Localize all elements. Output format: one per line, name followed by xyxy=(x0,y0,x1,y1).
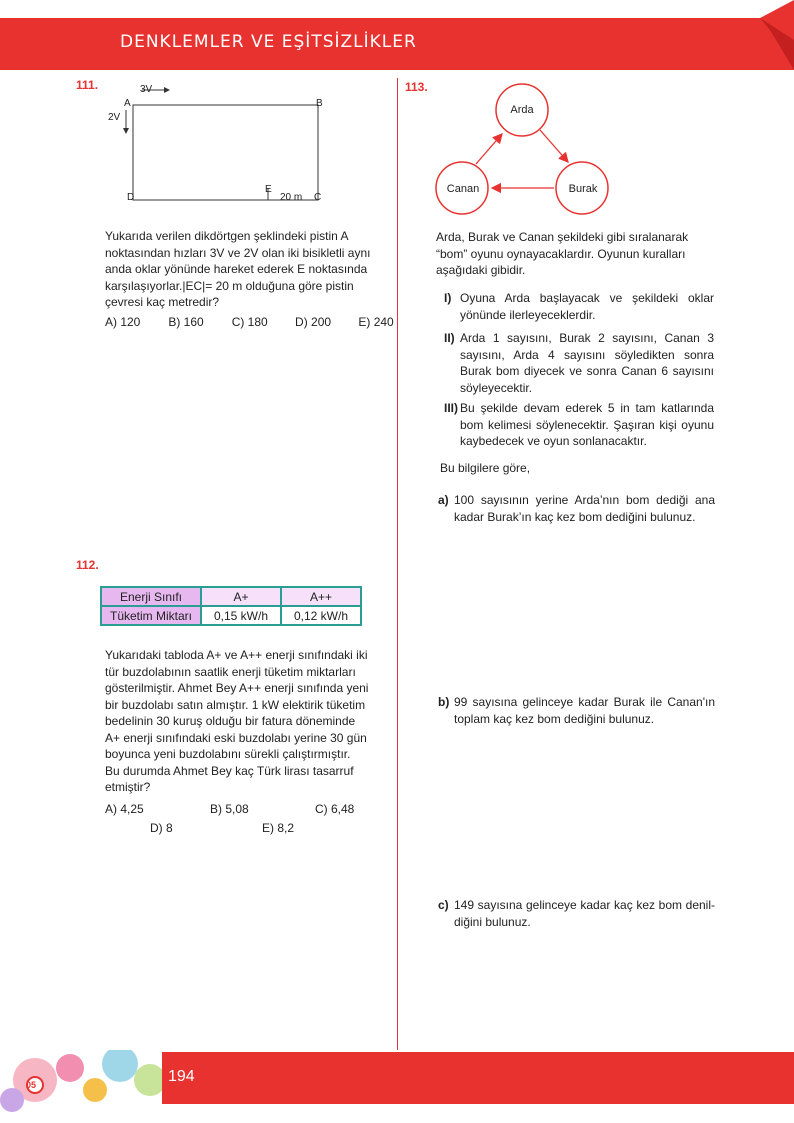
rule-text: Arda 1 sayısını, Burak 2 sayısını, Canan 3 sayısını, Arda 4 sayısını söyledikten sonra Burak bom diyecek ve sonra Canan 6 sayısını söyleyecektir. xyxy=(460,331,714,395)
answer-option[interactable]: E) 8,2 xyxy=(262,821,295,835)
label-b: B xyxy=(316,98,323,109)
part-a xyxy=(438,492,715,525)
part-text: 100 sayısının yerine Arda’nın bom dediği ana kadar Burak’ın kaç kez bom dediğini bulunuz. xyxy=(454,493,715,524)
rule-mark: I) xyxy=(444,291,452,305)
table-header-cell: Tüketim Miktarı xyxy=(101,606,201,625)
rule-mark: II) xyxy=(444,331,455,345)
q112-line: bir buzdolabı satın almıştır. 1 kW elektirik tüketim xyxy=(105,697,366,712)
answer-option[interactable]: A) 120 xyxy=(105,315,141,329)
label-2v: 2V xyxy=(108,112,121,123)
question-111-number: 111. xyxy=(76,78,99,92)
table-cell: 0,15 kW/h xyxy=(201,606,281,625)
question-113-intro xyxy=(436,229,716,279)
part-mark: a) xyxy=(438,493,449,507)
q112-line: etmiştir? xyxy=(105,780,151,794)
part-b xyxy=(438,694,715,727)
track-figure xyxy=(100,82,340,207)
column-divider xyxy=(397,78,398,1050)
answer-option[interactable]: D) 8 xyxy=(150,821,173,835)
chapter-title: DENKLEMLER VE EŞİTSİZLİKLER xyxy=(120,32,417,52)
part-text: 149 sayısına gelinceye kadar kaç kez bom denil-diğini bulunuz. xyxy=(454,898,715,929)
q112-line: gösterilmiştir. Ahmet Bey A++ enerji sınıfında yeni xyxy=(105,681,369,695)
label-c: C xyxy=(314,192,322,203)
table-cell: A+ xyxy=(201,587,281,606)
footer-bar xyxy=(162,1052,794,1104)
q112-line: bedelinin 30 kuruş olduğu bir fatura döneminde xyxy=(105,714,356,728)
answer-option[interactable]: B) 160 xyxy=(168,315,204,329)
part-c xyxy=(438,897,715,930)
rule-2 xyxy=(444,330,714,396)
q113-line: aşağıdaki gibidir. xyxy=(436,263,526,277)
node-burak: Burak xyxy=(568,183,598,195)
rule-mark: III) xyxy=(444,401,458,415)
table-row xyxy=(101,606,361,625)
answer-option[interactable]: D) 200 xyxy=(295,315,332,329)
rule-text: Bu şekilde devam ederek 5 in tam katlarında bom kelimesi söylenecektir. Şaşıran kişi oyunu kaybedecek ve oyun sonlanacaktır. xyxy=(460,401,714,448)
part-text: 99 sayısına gelinceye kadar Burak ile Canan'ın toplam kaç kez bom dediğini bulunuz. xyxy=(454,695,715,726)
rule-3 xyxy=(444,400,714,450)
page-header xyxy=(0,0,794,70)
q112-line: A+ enerji sınıfındaki eski buzdolabı yerine 30 gün xyxy=(105,730,367,745)
chapter-badge: 05 xyxy=(26,1080,37,1090)
label-distance: 20 m xyxy=(280,192,303,203)
label-3v: 3V xyxy=(140,84,153,95)
q112-line: boyunca yeni buzdolabını sürekli çalıştırmıştır. xyxy=(105,747,351,761)
q112-line: Bu durumda Ahmet Bey kaç Türk lirası tasarruf xyxy=(105,763,354,778)
question-112-text xyxy=(105,647,390,796)
table-cell: 0,12 kW/h xyxy=(281,606,361,625)
q111-line: karşılaşıyorlar.|EC|= 20 m olduğuna göre pistin xyxy=(105,278,354,293)
q113-line: “bom” oyunu oynayacaklardır. Oyunun kuralları xyxy=(436,246,686,261)
rule-text: Oyuna Arda başlayacak ve şekildeki oklar yönünde ilerleyeceklerdir. xyxy=(460,291,714,322)
question-111-text xyxy=(105,228,390,311)
node-arda: Arda xyxy=(510,104,534,116)
rule-1 xyxy=(444,290,714,323)
page-number: 194 xyxy=(168,1068,195,1085)
energy-table xyxy=(100,586,362,626)
q111-line: çevresi kaç metredir? xyxy=(105,295,220,309)
answer-option[interactable]: C) 180 xyxy=(231,315,268,329)
answer-option[interactable]: C) 6,48 xyxy=(315,802,355,816)
table-cell: A++ xyxy=(281,587,361,606)
table-row xyxy=(101,587,361,606)
q111-line: Yukarıda verilen dikdörtgen şeklindeki pistin A xyxy=(105,229,349,243)
node-canan: Canan xyxy=(446,183,480,195)
table-header-cell: Enerji Sınıfı xyxy=(101,587,201,606)
answer-option[interactable]: A) 4,25 xyxy=(105,802,144,816)
question-111-answers xyxy=(105,314,394,331)
q111-line: anda oklar yönünde hareket ederek E noktasında xyxy=(105,262,368,276)
q112-line: Yukarıdaki tabloda A+ ve A++ enerji sınıfındaki iki xyxy=(105,648,368,662)
question-112-number: 112. xyxy=(76,558,99,572)
question-113-number: 113. xyxy=(405,80,428,94)
lead-text: Bu bilgilere göre, xyxy=(440,461,531,475)
label-d: D xyxy=(127,192,135,203)
answer-option[interactable]: B) 5,08 xyxy=(210,802,249,816)
q111-line: noktasından hızları 3V ve 2V olan iki bisikletli aynı xyxy=(105,245,371,260)
part-mark: b) xyxy=(438,695,450,709)
answer-option[interactable]: E) 240 xyxy=(358,315,394,329)
part-mark: c) xyxy=(438,898,449,912)
label-a: A xyxy=(124,98,131,109)
label-e: E xyxy=(265,184,272,195)
q112-line: tür buzdolabının saatlik enerji tüketim miktarları xyxy=(105,664,356,679)
q113-line: Arda, Burak ve Canan şekildeki gibi sıralanarak xyxy=(436,230,689,244)
